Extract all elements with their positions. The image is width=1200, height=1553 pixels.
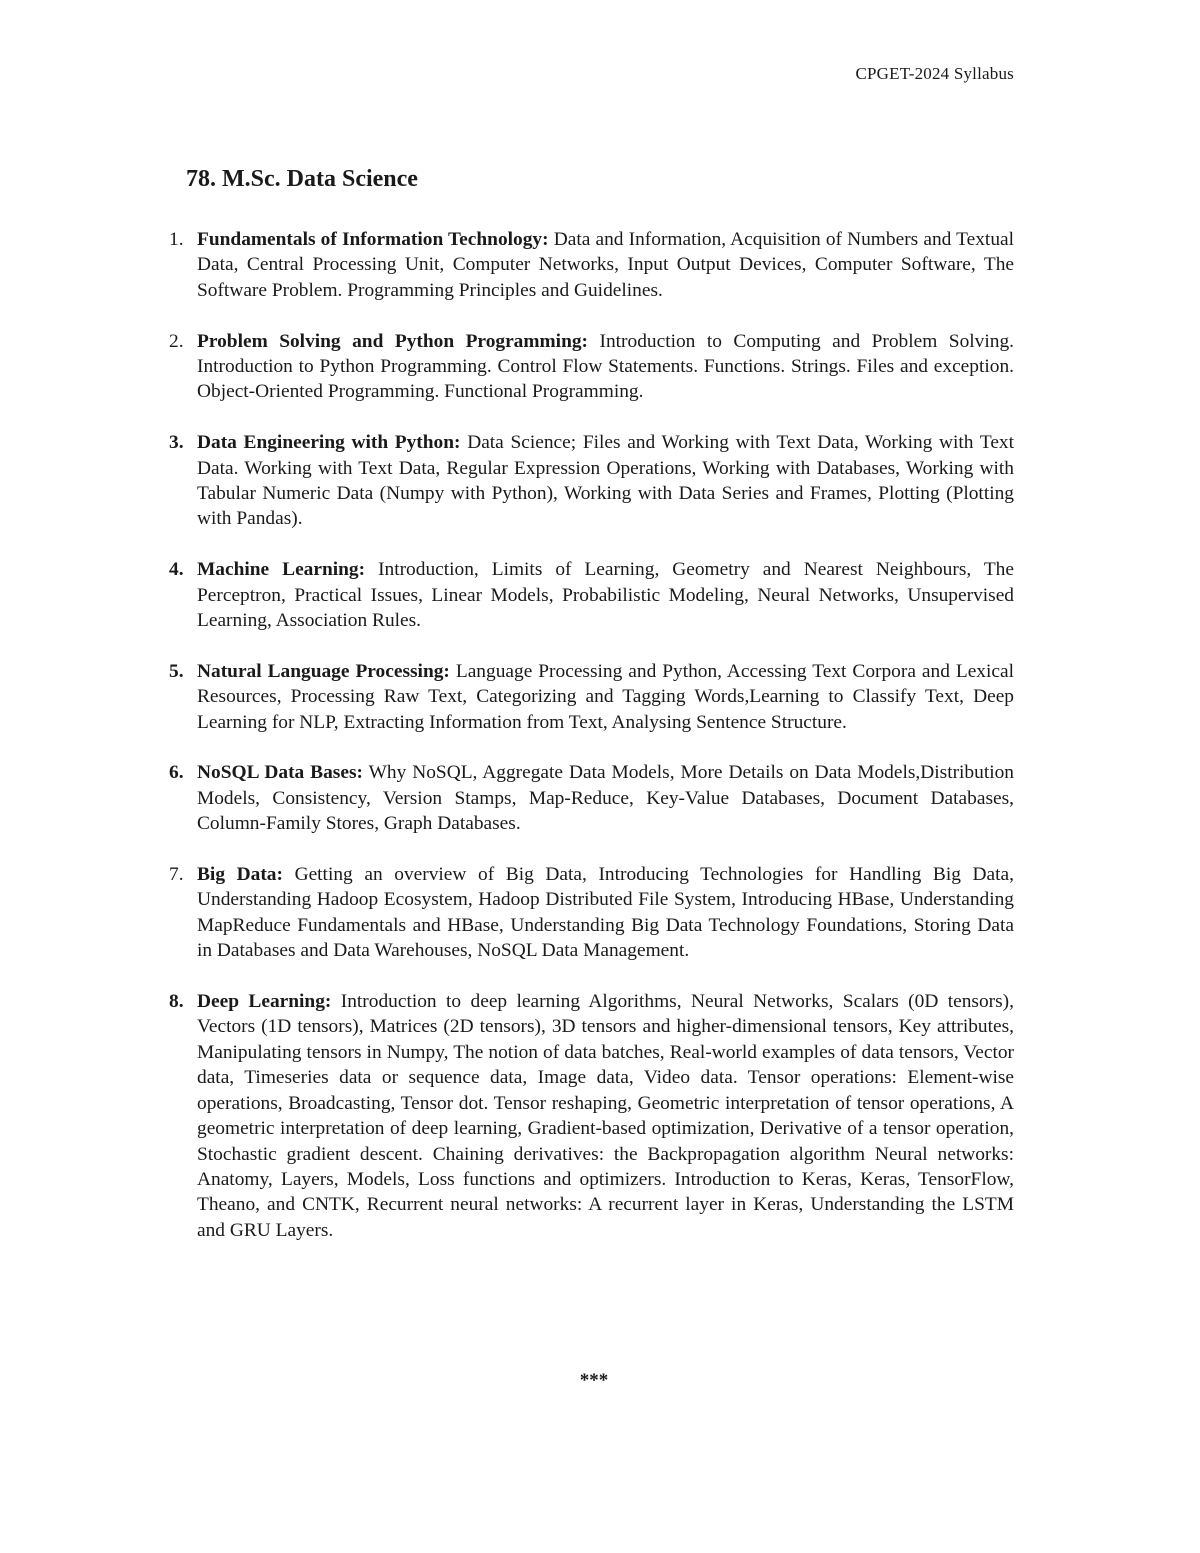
- list-item: [157, 862, 1014, 964]
- item-body: [197, 989, 1014, 1243]
- list-item: [157, 989, 1014, 1243]
- item-body: [197, 430, 1014, 532]
- item-body: [197, 329, 1014, 405]
- item-number: 3.: [169, 432, 184, 454]
- list-item: [157, 659, 1014, 735]
- item-title: Big Data:: [197, 864, 283, 886]
- item-number: 4.: [169, 559, 184, 581]
- item-text: Language Processing and Python, Accessing Text Corpora and Lexical Resources, Processing Raw Text, Categorizing and Tagging Words,Learning to Classify Text, Deep Learning for NLP, Extracting Information from Text, Analysing Sentence Structure.: [197, 660, 1014, 733]
- item-title: Fundamentals of Information Technology:: [197, 229, 549, 250]
- item-body: [197, 557, 1014, 633]
- list-item: [157, 329, 1014, 405]
- item-text: Data Science; Files and Working with Text Data, Working with Text Data. Working with Text Data, Regular Expression Operations, Working with Databases, Working with Tabular Numeric Data (Numpy with Python), Working with Data Series and Frames, Plotting (Plotting with Pandas).: [197, 432, 1015, 530]
- item-title: Data Engineering with Python:: [197, 432, 461, 454]
- item-text: Introduction to Computing and Problem Solving. Introduction to Python Programming. Control Flow Statements. Functions. Strings. Files and exception. Object-Oriented Programming. Functional Programming.: [197, 330, 1014, 403]
- list-item: [157, 760, 1014, 836]
- item-number: 7.: [169, 864, 184, 886]
- item-number: 5.: [169, 660, 184, 682]
- item-number: 6.: [169, 762, 184, 784]
- page-title: 78. M.Sc. Data Science: [186, 166, 418, 192]
- list-item: [157, 227, 1014, 303]
- item-text: Data and Information, Acquisition of Numbers and Textual Data, Central Processing Unit, Computer Networks, Input Output Devices, Computer Software, The Software Problem. Programming Principles and Guidelines.: [197, 229, 1015, 301]
- item-body: [197, 227, 1014, 303]
- item-title: NoSQL Data Bases:: [197, 762, 363, 784]
- item-title: Natural Language Processing:: [197, 660, 450, 682]
- item-title: Machine Learning:: [197, 559, 366, 581]
- item-text: Introduction to deep learning Algorithms, Neural Networks, Scalars (0D tensors), Vectors (1D tensors), Matrices (2D tensors), 3D tensors and higher-dimensional tensors, Key attributes, Manipulating tensors in Numpy, The notion of data batches, Real-world examples of data tensors, Vector data, Timeseries data or sequence data, Image data, Video data. Tensor operations: Element-wise operations, Broadcasting, Tensor dot. Tensor reshaping, Geometric interpretation of tensor operations, A geometric interpretation of deep learning, Gradient-based optimization, Derivative of a tensor operation, Stochastic gradient descent. Chaining derivatives: the Backpropagation algorithm Neural networks: Anatomy, Layers, Models, Loss functions and optimizers. Introduction to Keras, Keras, TensorFlow, Theano, and CNTK, Recurrent neural networks: A recurrent layer in Keras, Understanding the LSTM and GRU Layers.: [197, 991, 1014, 1241]
- item-text: Introduction, Limits of Learning, Geometry and Nearest Neighbours, The Perceptron, Practical Issues, Linear Models, Probabilistic Modeling, Neural Networks, Unsupervised Learning, Association Rules.: [197, 559, 1014, 632]
- end-mark: ***: [579, 1370, 609, 1391]
- list-item: [157, 430, 1014, 532]
- item-body: [197, 760, 1014, 836]
- item-text: Why NoSQL, Aggregate Data Models, More Details on Data Models,Distribution Models, Consistency, Version Stamps, Map-Reduce, Key-Value Databases, Document Databases, Column-Family Stores, Graph Databases.: [197, 762, 1014, 835]
- syllabus-list: [157, 227, 1014, 1269]
- item-body: [197, 862, 1014, 964]
- running-header: CPGET-2024 Syllabus: [855, 64, 1014, 83]
- list-item: [157, 557, 1014, 633]
- item-title: Problem Solving and Python Programming:: [197, 330, 589, 352]
- item-body: [197, 659, 1014, 735]
- item-title: Deep Learning:: [197, 991, 332, 1013]
- item-number: 2.: [169, 330, 184, 352]
- item-number: 1.: [169, 229, 184, 250]
- item-number: 8.: [169, 991, 184, 1013]
- item-text: Getting an overview of Big Data, Introducing Technologies for Handling Big Data, Understanding Hadoop Ecosystem, Hadoop Distributed File System, Introducing HBase, Understanding MapReduce Fundamentals and HBase, Understanding Big Data Technology Foundations, Storing Data in Databases and Data Warehouses, NoSQL Data Management.: [197, 864, 1014, 962]
